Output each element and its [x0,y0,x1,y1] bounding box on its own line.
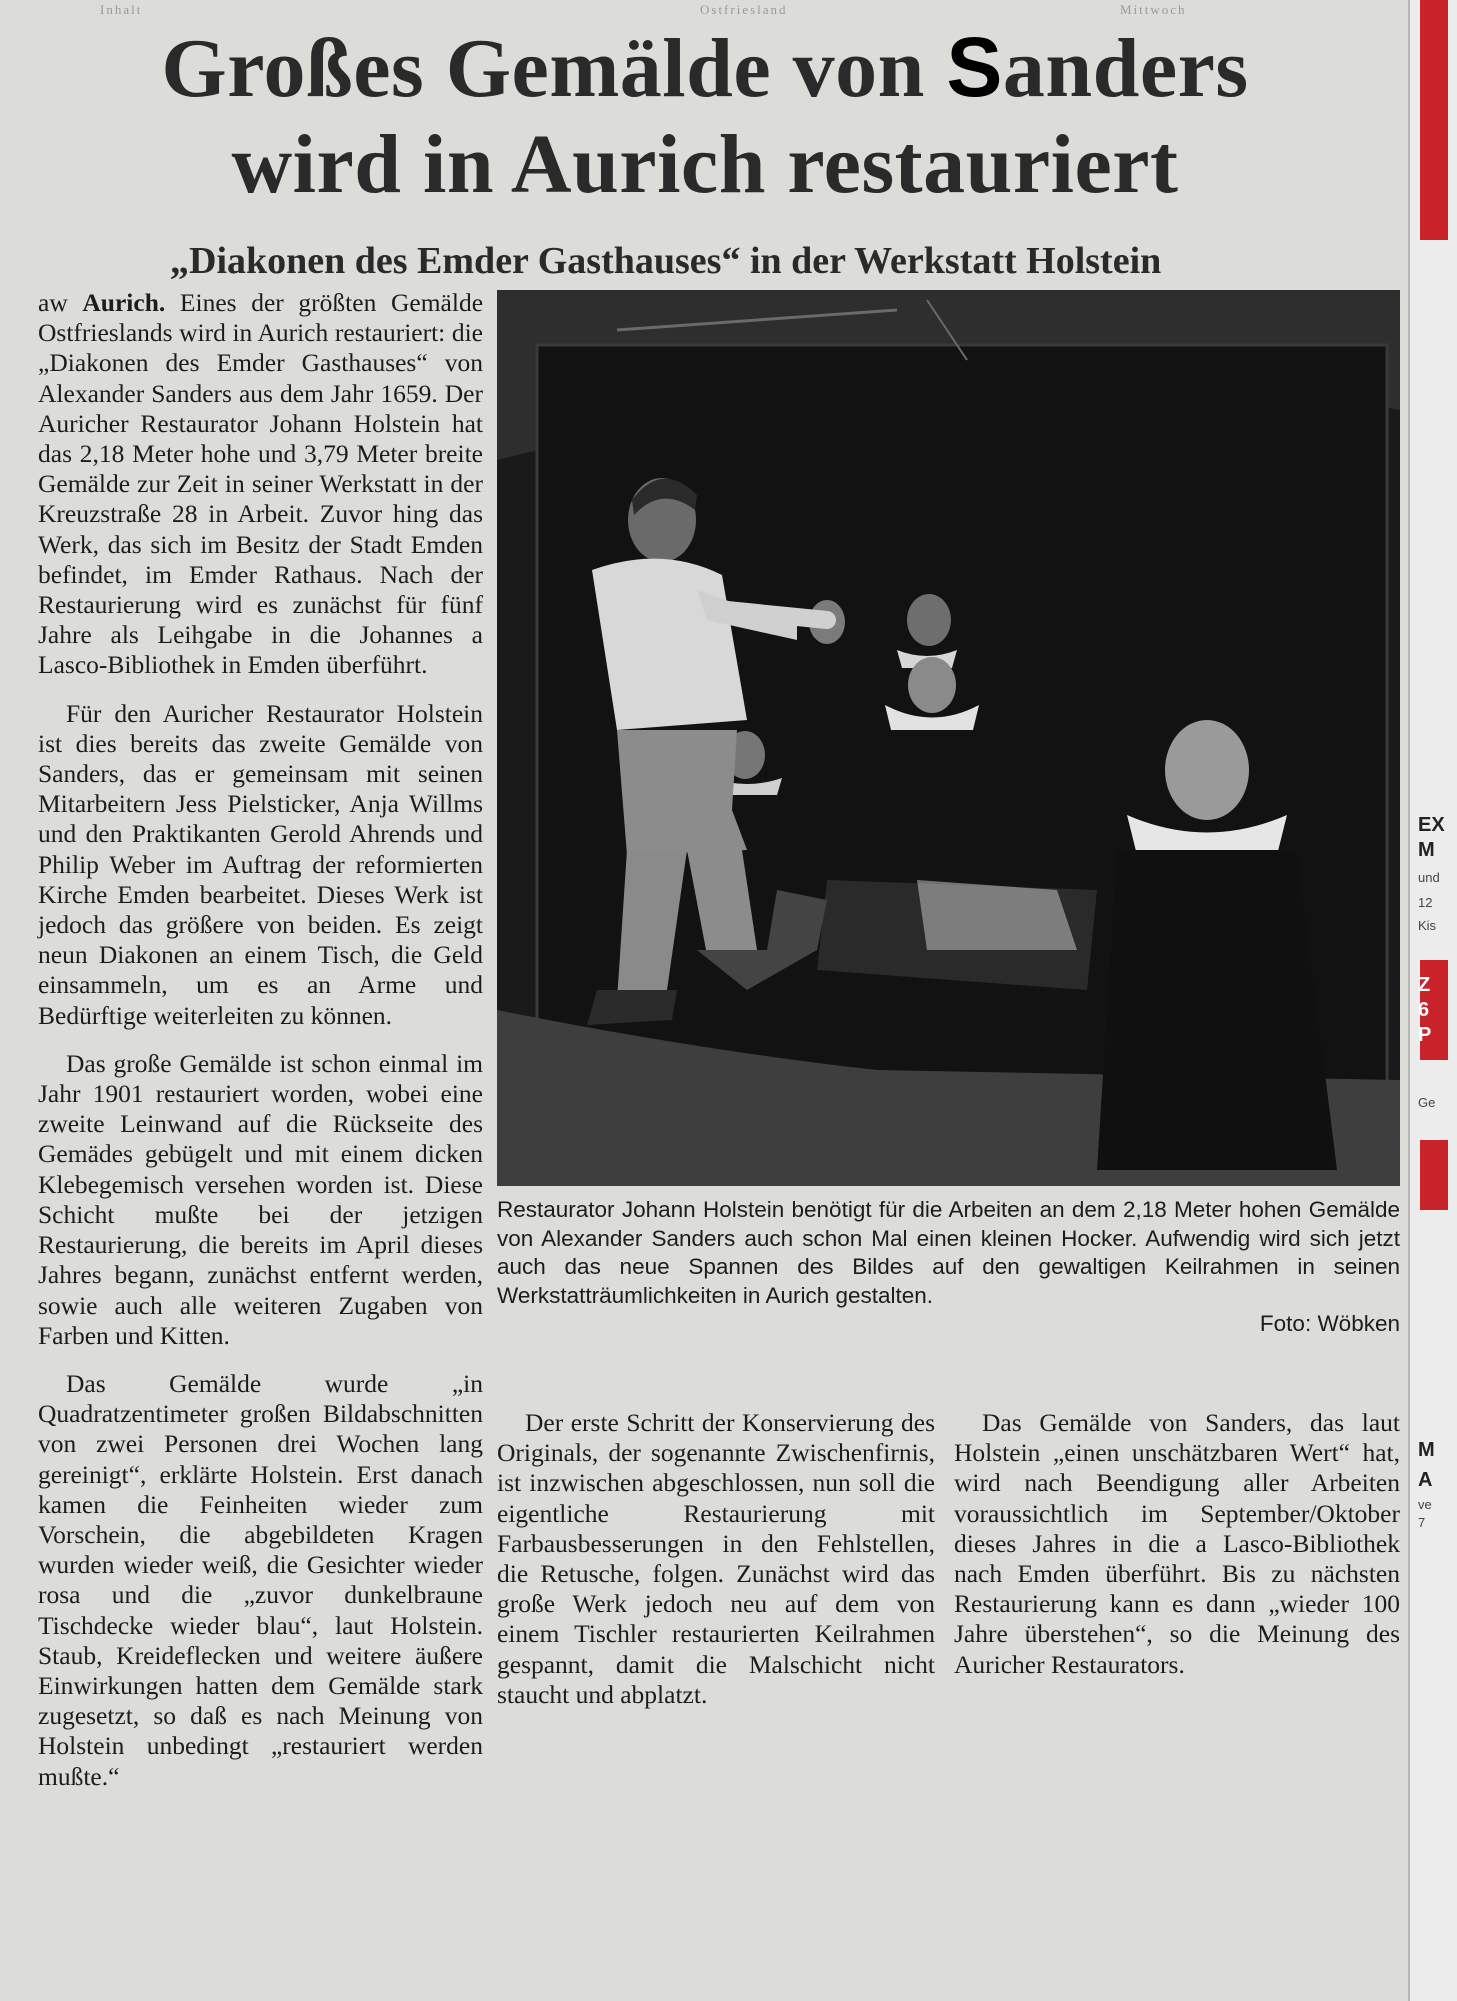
article-paragraph [38,288,483,681]
adjacent-page-edge [1408,0,1457,2001]
article-column-left [38,288,483,1810]
article-paragraph: Das Gemälde von Sanders, das laut Holstein „einen unschätzbaren Wert“ hat, wird nach Beendigung aller Arbeiten voraussichtlich im September/Oktober dieses Jahres in die a Lasco-Bibliothek nach Emden überführt. Bis zu nächsten Restaurierung kann es dann „wieder 100 Jahre überstehen“, so die Meinung des Auricher Restaurators. [954,1408,1400,1679]
edge-fragment: 6 [1418,999,1430,1021]
headline-part: Großes Gemälde von [161,22,947,115]
article-paragraph: Das Gemälde wurde „in Quadratzentimeter großen Bildabschnitten von zwei Personen drei Wochen lang gereinigt“, erklärte Holstein. Erst danach kamen die Feinheiten wieder zum Vorschein, die abgebildeten Kragen wurden wieder weiß, die Gesichter wieder rosa und die „zuvor dunkelbraune Tischdecke wieder blau“, laut Holstein. Staub, Kreideflecken und weitere äußere Einwirkungen hatten dem Gemälde stark zugesetzt, so daß es nach Meinung von Holstein unbedingt „restauriert werden mußte.“ [38,1368,483,1791]
article-column-middle [497,1408,935,1728]
masthead-scrap: Mittwoch [1120,2,1187,17]
edge-fragment: M [1418,1439,1435,1461]
photo-caption [497,1196,1400,1339]
dateline: Aurich. [82,288,166,317]
photo-credit: Foto: Wöbken [1259,1311,1400,1336]
article-paragraph: Das große Gemälde ist schon einmal im Jahr 1901 restauriert worden, wobei eine zweite Leinwand auf die Rückseite des Gemädes gebügelt und mit einem dicken Klebegemisch versehen worden ist. Diese Schicht mußte bei der jetzigen Restaurierung, die bereits im April dieses Jahres begann, zunächst entfernt werden, sowie auch alle weiteren Zugaben von Farben und Kitten. [38,1048,483,1350]
edge-fragment: Kis [1418,918,1437,933]
article-paragraph: Für den Auricher Restaurator Holstein ist dies bereits das zweite Gemälde von Sanders, das er gemeinsam mit seinen Mitarbeitern Jess Pielsticker, Anja Willms und den Praktikanten Gerold Ahrends und Philip Weber im Auftrag der reformierten Kirche Emden bearbeitet. Dieses Werk ist jedoch das größere von beiden. Es zeigt neun Diakonen an einem Tisch, die Geld einsammeln, um es an Arme und Bedürftige weiterleiten zu können. [38,698,483,1030]
masthead-scraps [60,0,1360,18]
headline-highlighted-letter: S [946,20,1003,114]
masthead-scrap: Ostfriesland [700,2,788,17]
dateline-prefix: aw [38,288,68,317]
article-text: Eines der größten Gemälde Ostfrieslands wird in Aurich restauriert: die „Diakonen des Emder Gasthauses“ von Alexander Sanders aus dem Jahr 1659. Der Auricher Restaurator Johann Holstein hat das 2,18 Meter hohe und 3,79 Meter breite Gemälde zur Zeit in seiner Werkstatt in der Kreuzstraße 28 in Arbeit. Zuvor hing das Werk, das sich im Besitz der Stadt Emden befindet, im Emder Rathaus. Nach der Restaurierung wird es zunächst für fünf Jahre als Leihgabe in die Johannes a Lasco-Bibliothek in Emden überführt. [38,288,484,680]
article-photo [497,290,1400,1186]
subheadline: „Diakonen des Emder Gasthauses“ in der Werkstatt Holstein [170,240,1162,282]
masthead-scrap: Inhalt [100,2,143,17]
red-bar [1420,1140,1448,1210]
headline-line-2: wird in Aurich restauriert [231,118,1179,211]
edge-fragment: und [1418,870,1440,885]
photo-restorer-with-painting [497,290,1400,1186]
headline-part: anders [1002,22,1249,115]
edge-fragment: 12 [1418,895,1433,910]
edge-fragment: EX [1418,814,1445,836]
headline-line-1 [0,22,1410,114]
article-column-right [954,1408,1400,1698]
article-paragraph: Der erste Schritt der Konservierung des Originals, der sogenannte Zwischenfirnis, ist inzwischen abgeschlossen, nun soll die eigentliche Restaurierung mit Farbausbesserungen in den Fehlstellen, die Retusche, folgen. Zunächst wird das große Werk jedoch neu auf dem von einem Tischler restaurierten Keilrahmen gespannt, damit die Malschicht nicht staucht und abplatzt. [497,1408,935,1709]
edge-fragment: 7 [1418,1515,1426,1530]
edge-fragment: ve [1418,1497,1432,1512]
edge-fragment: P [1418,1024,1432,1046]
edge-fragment: M [1418,839,1435,861]
caption-text: Restaurator Johann Holstein benötigt für die Arbeiten an dem 2,18 Meter hohen Gemälde von Alexander Sanders auch schon Mal einen kleinen Hocker. Aufwendig wird sich jetzt auch das neue Spannen des Bildes auf den gewaltigen Keilrahmen in seinen Werkstatträumlichkeiten in Aurich gestalten. [497,1197,1400,1308]
edge-fragment: A [1418,1469,1433,1491]
edge-fragment: Z [1418,974,1431,996]
edge-fragment: Ge [1418,1095,1436,1110]
red-bar [1420,0,1448,240]
